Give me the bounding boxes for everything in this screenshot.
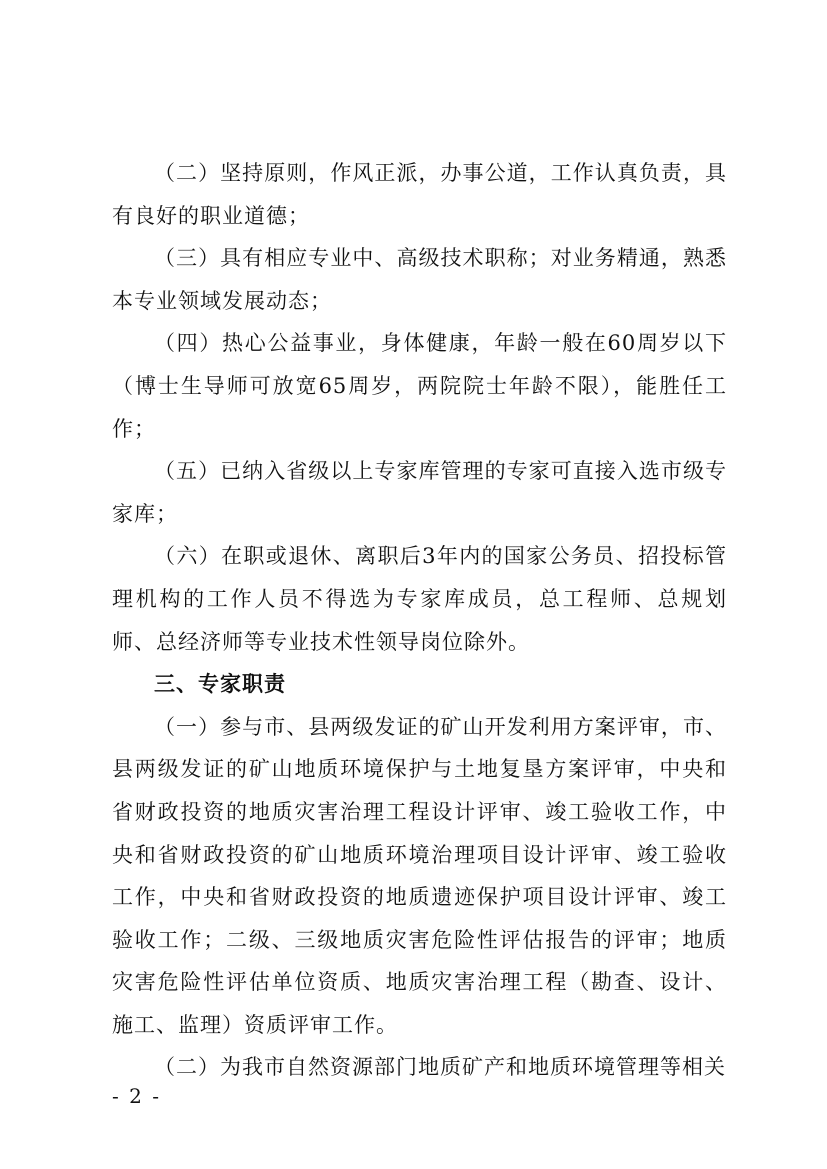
duty-item-2: （二）为我市自然资源部门地质矿产和地质环境管理等相关 bbox=[154, 1055, 726, 1080]
duty-item-1: （一）参与市、县两级发证的矿山开发利用方案评审，市、县两级发证的矿山地质环境保护与土地复垦方案评审，中央和省财政投资的地质灾害治理工程设计评审、竣工验收工作，中央和省财政投资的矿山地质环境治理项目设计评审、竣工验收工作，中央和省财政投资的地质遗迹保护项目设计评审、竣工验收工作；二级、三级地质灾害危险性评估报告的评审；地质灾害危险性评估单位资质、地质灾害治理工程（勘查、设计、施工、监理）资质评审工作。 bbox=[112, 714, 727, 1037]
paragraph-item-6: （六）在职或退休、离职后3年内的国家公务员、招投标管理机构的工作人员不得选为专家库成员，总工程师、总规划师、总经济师等专业技术性领导岗位除外。 bbox=[112, 544, 727, 654]
paragraph-item-4: （四）热心公益事业，身体健康，年龄一般在60周岁以下（博士生导师可放宽65周岁，两院院士年龄不限），能胜任工作； bbox=[112, 331, 727, 441]
page-number: - 2 - bbox=[112, 1084, 161, 1108]
document-body bbox=[112, 152, 727, 1089]
paragraph-item-3: （三）具有相应专业中、高级技术职称；对业务精通，熟悉本专业领域发展动态； bbox=[112, 246, 727, 313]
paragraph-item-5: （五）已纳入省级以上专家库管理的专家可直接入选市级专家库； bbox=[112, 459, 727, 526]
paragraph-item-2: （二）坚持原则，作风正派，办事公道，工作认真负责，具有良好的职业道德； bbox=[112, 161, 727, 228]
section-heading: 三、专家职责 bbox=[154, 672, 286, 697]
